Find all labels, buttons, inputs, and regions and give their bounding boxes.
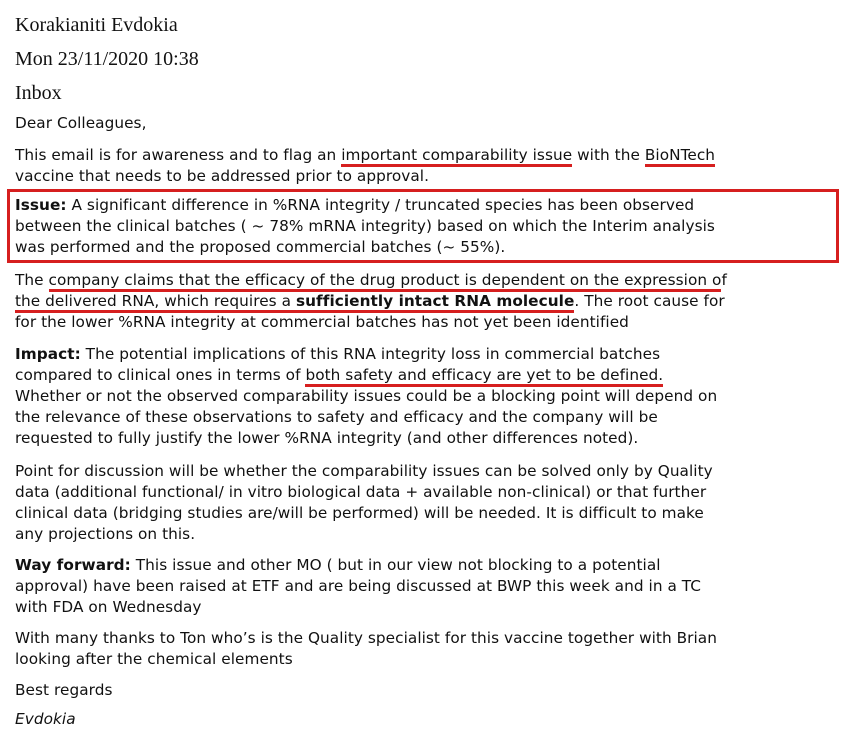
requires-highlight: which requires a (164, 292, 296, 313)
issue-text: A significant difference in %RNA integrity / truncated species has been observed (66, 196, 695, 214)
way-forward-paragraph (15, 555, 841, 618)
thanks-line-2: looking after the chemical elements (15, 650, 293, 668)
issue-line-2: between the clinical batches ( ~ 78% mRNA integrity) based on which the Interim analysis (15, 217, 715, 235)
impact-paragraph (15, 344, 841, 449)
signature: Evdokia (15, 710, 76, 728)
intro-line-1 (15, 145, 841, 166)
issue-line-1 (15, 195, 841, 216)
way-forward-line-1 (15, 555, 841, 576)
impact-line-1 (15, 344, 841, 365)
intro-text: This email is for awareness and to flag an (15, 146, 342, 164)
impact-line-2 (15, 365, 841, 386)
sender-name: Korakianiti Evdokia (15, 14, 178, 36)
way-forward-text: This issue and other MO ( but in our view not blocking to a potential (130, 556, 661, 574)
intro-paragraph (15, 145, 841, 187)
thanks-paragraph (15, 628, 841, 670)
issue-paragraph (15, 195, 841, 258)
biontech-highlight: BioNTech (645, 146, 715, 167)
closing: Best regards (15, 681, 113, 699)
claims-paragraph (15, 270, 841, 333)
impact-line-3: Whether or not the observed comparability issues could be a blocking point will depend on (15, 387, 718, 405)
intro-line-2: vaccine that needs to be addressed prior to approval. (15, 167, 430, 185)
sent-date: Mon 23/11/2020 10:38 (15, 48, 199, 70)
issue-line-3: was performed and the proposed commercial batches (~ 55%). (15, 238, 506, 256)
impact-text: The potential implications of this RNA integrity loss in commercial batches (80, 345, 661, 363)
way-forward-line-3: with FDA on Wednesday (15, 598, 202, 616)
thanks-line-1: With many thanks to Ton who’s is the Quality specialist for this vaccine together with Brian (15, 629, 717, 647)
impact-line-5: requested to fully justify the lower %RNA integrity (and other differences noted). (15, 429, 639, 447)
discussion-paragraph (15, 461, 841, 545)
impact-label: Impact: (15, 345, 81, 363)
efficacy-claim-highlight: company claims that the efficacy of the drug product is dependent on the expression o (49, 271, 722, 292)
greeting: Dear Colleagues, (15, 114, 147, 132)
way-forward-line-2: approval) have been raised at ETF and are being discussed at BWP this week and in a TC (15, 577, 702, 595)
folder-label: Inbox (15, 82, 62, 104)
impact-line-4: the relevance of these observations to safety and efficacy and the company will be (15, 408, 658, 426)
issue-label: Issue: (15, 196, 67, 214)
discussion-line-2: data (additional functional/ in vitro biological data + available non-clinical) or that further (15, 483, 707, 501)
claims-line-1 (15, 270, 841, 291)
safety-efficacy-highlight: both safety and efficacy are yet to be defined. (305, 366, 663, 387)
intact-rna-highlight: sufficiently intact RNA molecule (296, 292, 574, 313)
claims-text: The (15, 271, 49, 289)
important-issue-highlight: important comparability issue (341, 146, 572, 167)
intro-text: with the (572, 146, 645, 164)
way-forward-label: Way forward: (15, 556, 131, 574)
delivered-rna-highlight: the delivered RNA, (15, 292, 164, 313)
discussion-line-3: clinical data (bridging studies are/will be performed) will be needed. It is difficult to make (15, 504, 704, 522)
discussion-line-1: Point for discussion will be whether the comparability issues can be solved only by Quality (15, 462, 713, 480)
claims-text: f (721, 271, 727, 289)
claims-line-3: for the lower %RNA integrity at commercial batches has not yet been identified (15, 313, 629, 331)
claims-text: . The root cause for (574, 292, 725, 310)
claims-line-2 (15, 291, 841, 312)
impact-text: compared to clinical ones in terms of (15, 366, 306, 384)
discussion-line-4: any projections on this. (15, 525, 196, 543)
